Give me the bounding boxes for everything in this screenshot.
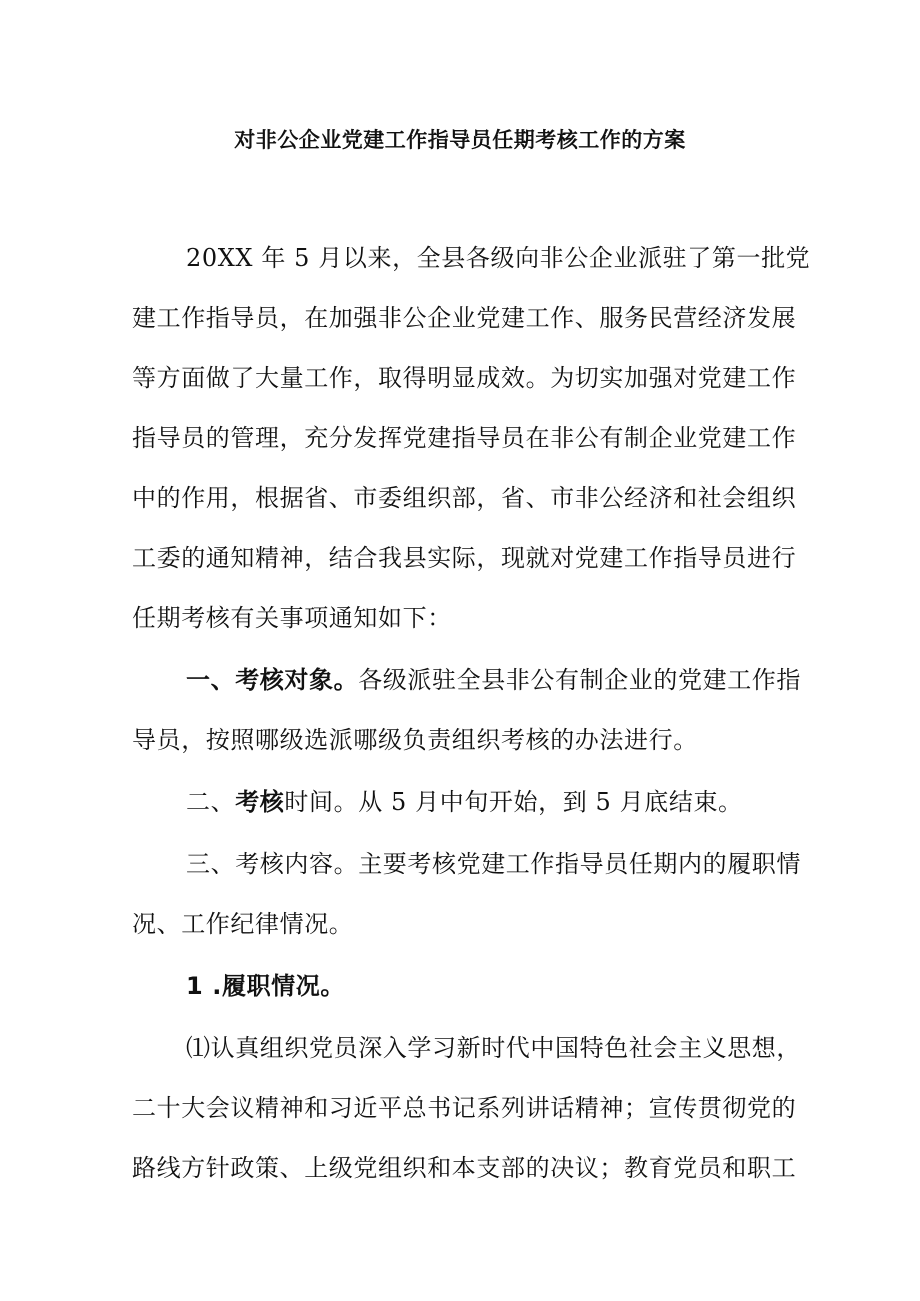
intro-line-3: 等方面做了大量工作，取得明显成效。为切实加强对党建工作 [132,364,797,392]
section2-line [186,786,816,818]
intro-line-4: 指导员的管理，充分发挥党建指导员在非公有制企业党建工作 [132,424,797,452]
section2-prefix: 二、 [186,788,236,816]
section1-line-2: 导员，按照哪级选派哪级负责组织考核的办法进行。 [132,726,698,754]
intro-line-5: 中的作用，根据省、市委组织部，省、市非公经济和社会组织 [132,484,797,512]
intro-line-1: 20XX 年 5 月以来，全县各级向非公企业派驻了第一批党 [186,244,811,272]
section2-heading: 考核 [235,788,285,816]
intro-line-7: 任期考核有关事项通知如下： [132,604,452,632]
intro-line-2: 建工作指导员，在加强非公企业党建工作、服务民营经济发展 [132,304,797,332]
item1-line-1: ⑴认真组织党员深入学习新时代中国特色社会主义思想， [186,1034,801,1062]
subsection1-heading: 1 .履职情况。 [186,972,345,1000]
section3-line-1: 三、考核内容。主要考核党建工作指导员任期内的履职情 [186,850,801,878]
section1-text: 各级派驻全县非公有制企业的党建工作指 [358,666,802,694]
section1-heading: 一、考核对象。 [186,666,359,694]
section2-text: 时间。从 5 月中旬开始，到 5 月底结束。 [284,788,743,816]
document-title: 对非公企业党建工作指导员任期考核工作的方案 [234,128,686,152]
section1-line-1 [186,664,816,696]
intro-line-6: 工委的通知精神，结合我县实际，现就对党建工作指导员进行 [132,544,797,572]
section3-line-2: 况、工作纪律情况。 [132,910,354,938]
item1-line-3: 路线方针政策、上级党组织和本支部的决议；教育党员和职工 [132,1154,797,1182]
item1-line-2: 二十大会议精神和习近平总书记系列讲话精神；宣传贯彻党的 [132,1094,797,1122]
